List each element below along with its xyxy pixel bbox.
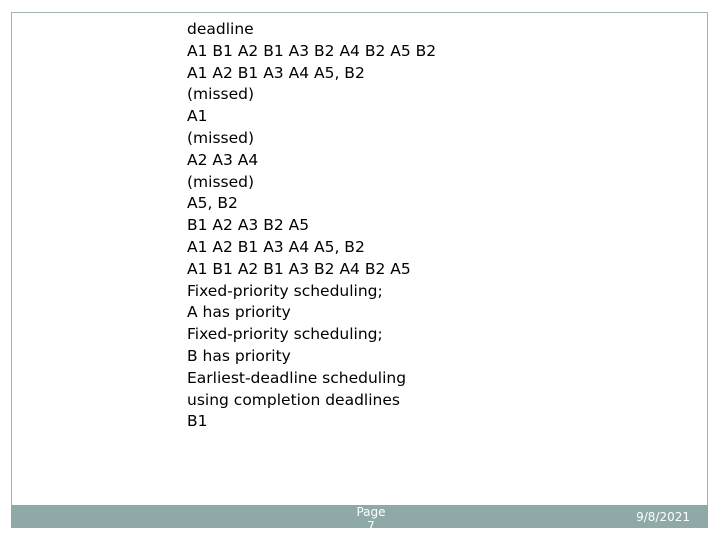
- text-line: A1 A2 B1 A3 A4 A5, B2: [187, 63, 365, 82]
- text-line: (missed): [187, 128, 255, 147]
- text-line: B1: [187, 412, 208, 431]
- text-line: Earliest-deadline scheduling: [187, 368, 407, 387]
- text-line: Fixed-priority scheduling;: [187, 281, 383, 300]
- text-line: B has priority: [187, 346, 291, 365]
- text-line: A1 A2 B1 A3 A4 A5, B2: [187, 237, 365, 256]
- text-line: A1: [187, 107, 208, 126]
- page-indicator: [341, 505, 401, 533]
- text-line: A2 A3 A4: [187, 150, 259, 169]
- text-line: A has priority: [187, 303, 291, 322]
- text-line: B1 A2 A3 B2 A5: [187, 216, 310, 235]
- slide-content: [187, 19, 547, 433]
- text-line: Fixed-priority scheduling;: [187, 325, 383, 344]
- slide-date: 9/8/2021: [636, 510, 690, 524]
- text-line: using completion deadlines: [187, 390, 400, 409]
- text-line: A1 B1 A2 B1 A3 B2 A4 B2 A5 B2: [187, 41, 437, 60]
- text-line: (missed): [187, 85, 255, 104]
- text-line: (missed): [187, 172, 255, 191]
- text-line: A1 B1 A2 B1 A3 B2 A4 B2 A5: [187, 259, 411, 278]
- page-label: Page: [356, 505, 386, 519]
- page-number: 7: [367, 519, 375, 533]
- footer-bar: [11, 505, 708, 533]
- text-line: deadline: [187, 20, 254, 38]
- text-line: A5, B2: [187, 194, 238, 213]
